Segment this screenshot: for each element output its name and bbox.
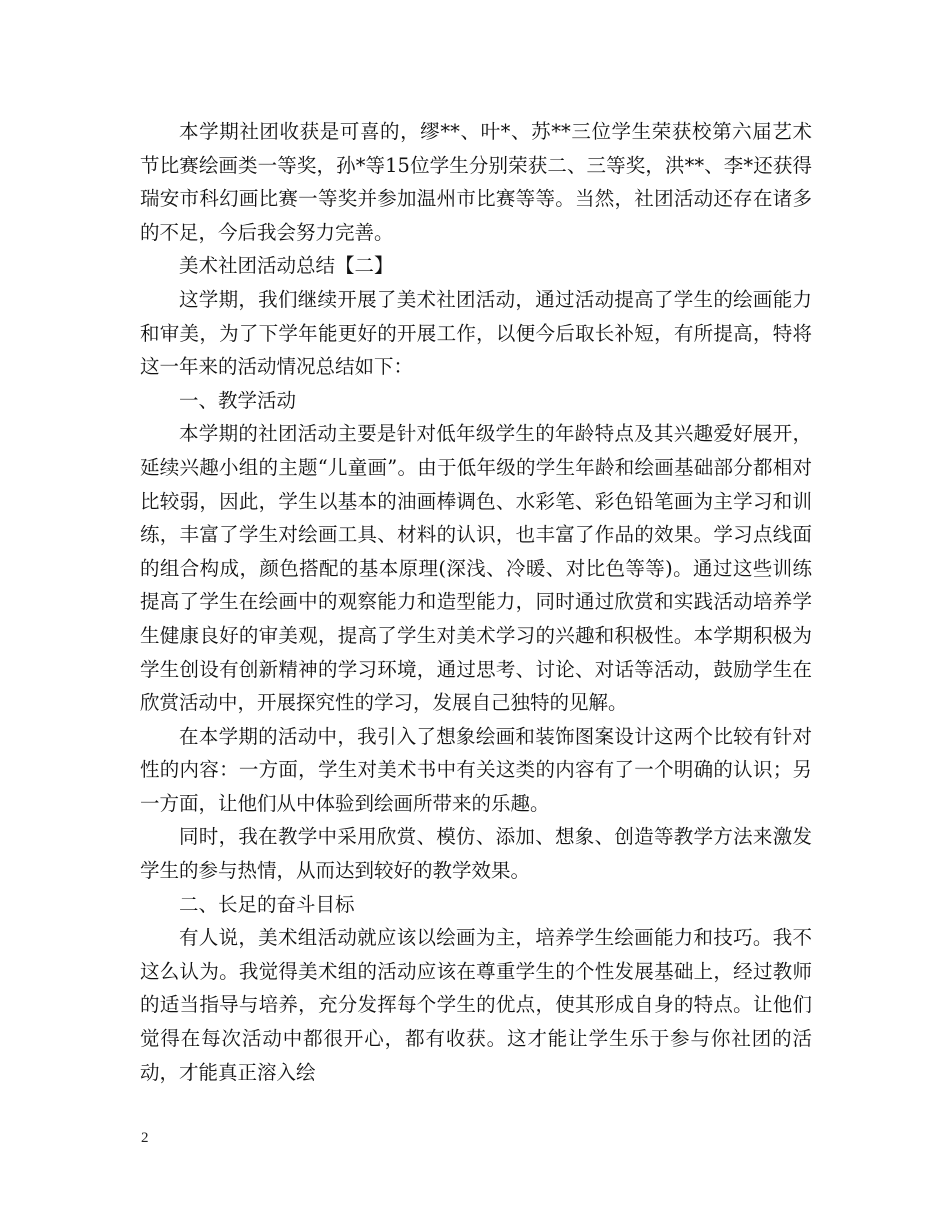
paragraph-imagination-design: 在本学期的活动中，我引入了想象绘画和装饰图案设计这两个比较有针对性的内容：一方面，学生对美术书中有关这类的内容有了一个明确的认识；另一方面，让他们从中体验到绘画所带来的乐趣。 bbox=[140, 724, 812, 815]
paragraph-goals: 有人说，美术组活动就应该以绘画为主，培养学生绘画能力和技巧。我不这么认为。我觉得美术组的活动应该在尊重学生的个性发展基础上，经过教师的适当指导与培养，充分发挥每个学生的优点，使其形成自身的特点。让他们觉得在每次活动中都很开心，都有收获。这才能让学生乐于参与你社团的活动，才能真正溶入绘 bbox=[140, 926, 812, 1084]
section-heading-teaching: 一、教学活动 bbox=[179, 388, 297, 412]
paragraph-teaching-methods: 同时，我在教学中采用欣赏、模仿、添加、想象、创造等教学方法来激发学生的参与热情，从而达到较好的教学效果。 bbox=[140, 825, 812, 883]
paragraph-intro: 这学期，我们继续开展了美术社团活动，通过活动提高了学生的绘画能力和审美，为了下学年能更好的开展工作，以便今后取长补短，有所提高，特将这一年来的活动情况总结如下： bbox=[140, 287, 812, 379]
section-heading-goals: 二、长足的奋斗目标 bbox=[179, 892, 355, 916]
paragraph-achievements: 本学期社团收获是可喜的，缪**、叶*、苏**三位学生荣获校第六届艺术节比赛绘画类一等奖，孙*等15位学生分别荣获二、三等奖，洪**、李*还获得瑞安市科幻画比赛一等奖并参加温州市比赛等等。当然，社团活动还存在诸多的不足，今后我会努力完善。 bbox=[140, 120, 812, 244]
page-number: 2 bbox=[141, 1130, 149, 1146]
section-heading-summary-two: 美术社团活动总结【二】 bbox=[179, 254, 394, 278]
paragraph-teaching-details: 本学期的社团活动主要是针对低年级学生的年龄特点及其兴趣爱好展开，延续兴趣小组的主题“儿童画”。由于低年级的学生年龄和绘画基础部分都相对比较弱，因此，学生以基本的油画棒调色、水彩笔、彩色铅笔画为主学习和训练，丰富了学生对绘画工具、材料的认识，也丰富了作品的效果。学习点线面的组合构成，颜色搭配的基本原理(深浅、冷暖、对比色等等)。通过这些训练提高了学生在绘画中的观察能力和造型能力，同时通过欣赏和实践活动培养学生健康良好的审美观，提高了学生对美术学习的兴趣和积极性。本学期积极为学生创设有创新精神的学习环境，通过思考、讨论、对话等活动，鼓励学生在欣赏活动中，开展探究性的学习，发展自己独特的见解。 bbox=[140, 422, 812, 715]
document-body bbox=[140, 115, 812, 1089]
